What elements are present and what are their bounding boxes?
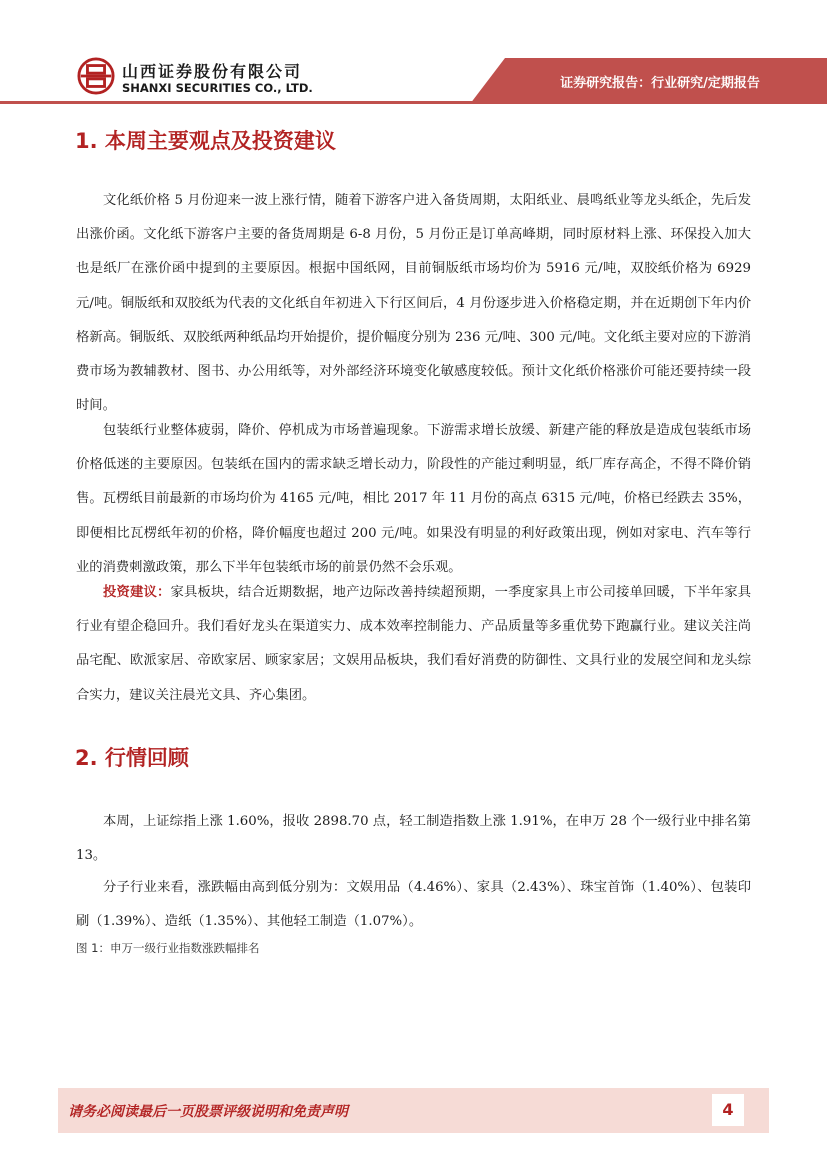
paragraph-market-review: 本周，上证综指上涨 1.60%，报收 2898.70 点，轻工制造指数上涨 1.91%，在申万 28 个一级行业中排名第 13。 [76,814,751,864]
figure-caption: 图 1：申万一级行业指数涨跌幅排名 [76,941,260,955]
footer-disclaimer: 请务必阅读最后一页股票评级说明和免责声明 [68,1104,348,1120]
page-number: 4 [712,1094,744,1126]
report-type-tag: 证券研究报告：行业研究/定期报告 [560,76,760,91]
section-2-heading: 2. 行情回顾 [75,746,189,770]
company-name-en: SHANXI SECURITIES CO., LTD. [122,81,313,95]
paragraph-sub-industry: 分子行业来看，涨跌幅由高到低分别为：文娱用品（4.46%）、家具（2.43%）、珠宝首饰（1.40%）、包装印刷（1.39%）、造纸（1.35%）、其他轻工制造（1.07%）。 [76,880,751,930]
paragraph-packaging-paper: 包装纸行业整体疲弱，降价、停机成为市场普遍现象。下游需求增长放缓、新建产能的释放是造成包装纸市场价格低迷的主要原因。包装纸在国内的需求缺乏增长动力，阶段性的产能过剩明显，纸厂库存高企，不得不降价销售。瓦楞纸目前最新的市场均价为 4165 元/吨，相比 2017 年 11 月份的高点 6315 元/吨，价格已经跌去 35%，即便相比瓦楞纸年初的价格，降价幅度也超过 200 元/吨。如果没有明显的利好政策出现，例如对家电、汽车等行业的消费刺激政策，那么下半年包装纸市场的前景仍然不会乐观。 [76,423,751,575]
investment-advice-text: 家具板块，结合近期数据，地产边际改善持续超预期，一季度家具上市公司接单回暖，下半年家具行业有望企稳回升。我们看好龙头在渠道实力、成本效率控制能力、产品质量等多重优势下跑赢行业。建议关注尚品宅配、欧派家居、帝欧家居、顾家家居；文娱用品板块，我们看好消费的防御性、文具行业的发展空间和龙头综合实力，建议关注晨光文具、齐心集团。 [76,585,752,703]
section-1-heading: 1. 本周主要观点及投资建议 [75,129,336,153]
page-header [0,0,827,110]
company-name-cn: 山西证券股份有限公司 [122,62,303,81]
paragraph-culture-paper: 文化纸价格 5 月份迎来一波上涨行情，随着下游客户进入备货周期，太阳纸业、晨鸣纸业等龙头纸企，先后发出涨价函。文化纸下游客户主要的备货周期是 6-8 月份，5 月份正是订单高峰期，同时原材料上涨、环保投入加大也是纸厂在涨价函中提到的主要原因。根据中国纸网，目前铜版纸市场均价为 5916 元/吨，双胶纸价格为 6929 元/吨。铜版纸和双胶纸为代表的文化纸自年初进入下行区间后，4 月份逐步进入价格稳定期，并在近期创下年内价格新高。铜版纸、双胶纸两种纸品均开始提价，提价幅度分别为 236 元/吨、300 元/吨。文化纸主要对应的下游消费市场为教辅教材、图书、办公用纸等，对外部经济环境变化敏感度较低。预计文化纸价格涨价可能还要持续一段时间。 [76,193,751,414]
company-logo-icon [77,57,115,95]
investment-advice-label: 投资建议： [103,585,171,600]
paragraph-investment-advice [76,576,751,713]
